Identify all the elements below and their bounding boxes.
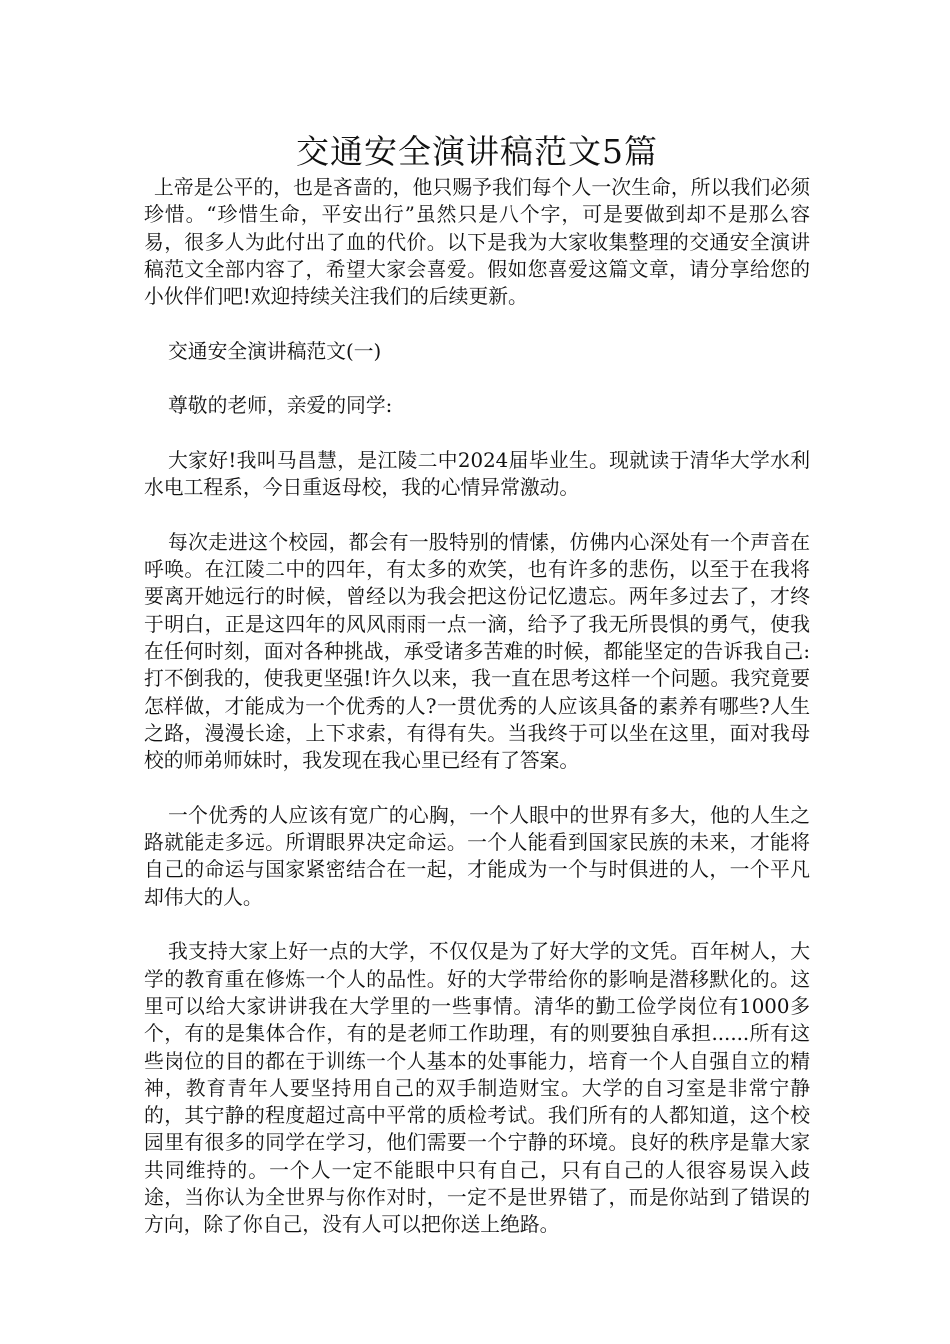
intro-paragraph: 上帝是公平的，也是吝啬的，他只赐予我们每个人一次生命，所以我们必须珍惜。“珍惜生命，平安出行”虽然只是八个字，可是要做到却不是那么容易，很多人为此付出了血的代价。以下是我为大家收集整理的交通安全演讲稿范文全部内容了，希望大家会喜爱。假如您喜爱这篇文章，请分享给您的小伙伴们吧!欢迎持续关注我们的后续更新。 bbox=[144, 176, 810, 309]
document-body bbox=[144, 130, 810, 1239]
document-title: 交通安全演讲稿范文5篇 bbox=[296, 132, 658, 171]
paragraph-gap bbox=[144, 502, 810, 529]
salutation: 尊敬的老师，亲爱的同学: bbox=[168, 394, 393, 418]
paragraph-gap bbox=[144, 365, 810, 392]
paragraph-gap bbox=[144, 911, 810, 938]
paragraph-gap bbox=[144, 420, 810, 447]
body-paragraph-2: 每次走进这个校园，都会有一股特别的情愫，仿佛内心深处有一个声音在呼唤。在江陵二中的四年，有太多的欢笑，也有许多的悲伤，以至于在我将要离开她远行的时候，曾经以为我会把这份记忆遗忘。两年多过去了，才终于明白，正是这四年的风风雨雨一点一滴，给予了我无所畏惧的勇气，使我在任何时刻，面对各种挑战，承受诸多苦难的时候，都能坚定的告诉我自己:打不倒我的，使我更坚强!许久以来，我一直在思考这样一个问题。我究竟要怎样做，才能成为一个优秀的人?一贯优秀的人应该具备的素养有哪些?人生之路，漫漫长途，上下求索，有得有失。当我终于可以坐在这里，面对我母校的师弟师妹时，我发现在我心里已经有了答案。 bbox=[144, 530, 810, 773]
paragraph-gap bbox=[144, 775, 810, 802]
body-paragraph-3: 一个优秀的人应该有宽广的心胸，一个人眼中的世界有多大，他的人生之路就能走多远。所谓眼界决定命运。一个人能看到国家民族的未来，才能将自己的命运与国家紧密结合在一起，才能成为一个与时俱进的人，一个平凡却伟大的人。 bbox=[144, 803, 810, 909]
body-paragraph-1: 大家好!我叫马昌慧，是江陵二中2024届毕业生。现就读于清华大学水利水电工程系，今日重返母校，我的心情异常激动。 bbox=[144, 448, 810, 500]
body-paragraph-4: 我支持大家上好一点的大学，不仅仅是为了好大学的文凭。百年树人，大学的教育重在修炼一个人的品性。好的大学带给你的影响是潜移默化的。这里可以给大家讲讲我在大学里的一些事情。清华的勤工俭学岗位有1000多个，有的是集体合作，有的是老师工作助理，有的则要独自承担......所有这些岗位的目的都在于训练一个人基本的处事能力，培育一个人自强自立的精神，教育青年人要坚持用自己的双手制造财宝。大学的自习室是非常宁静的，其宁静的程度超过高中平常的质检考试。我们所有的人都知道，这个校园里有很多的同学在学习，他们需要一个宁静的环境。良好的秩序是靠大家共同维持的。一个人一定不能眼中只有自己，只有自己的人很容易误入歧途，当你认为全世界与你作对时，一定不是世界错了，而是你站到了错误的方向，除了你自己，没有人可以把你送上绝路。 bbox=[144, 940, 810, 1237]
section-heading: 交通安全演讲稿范文(一) bbox=[168, 339, 382, 363]
paragraph-gap bbox=[144, 310, 810, 337]
